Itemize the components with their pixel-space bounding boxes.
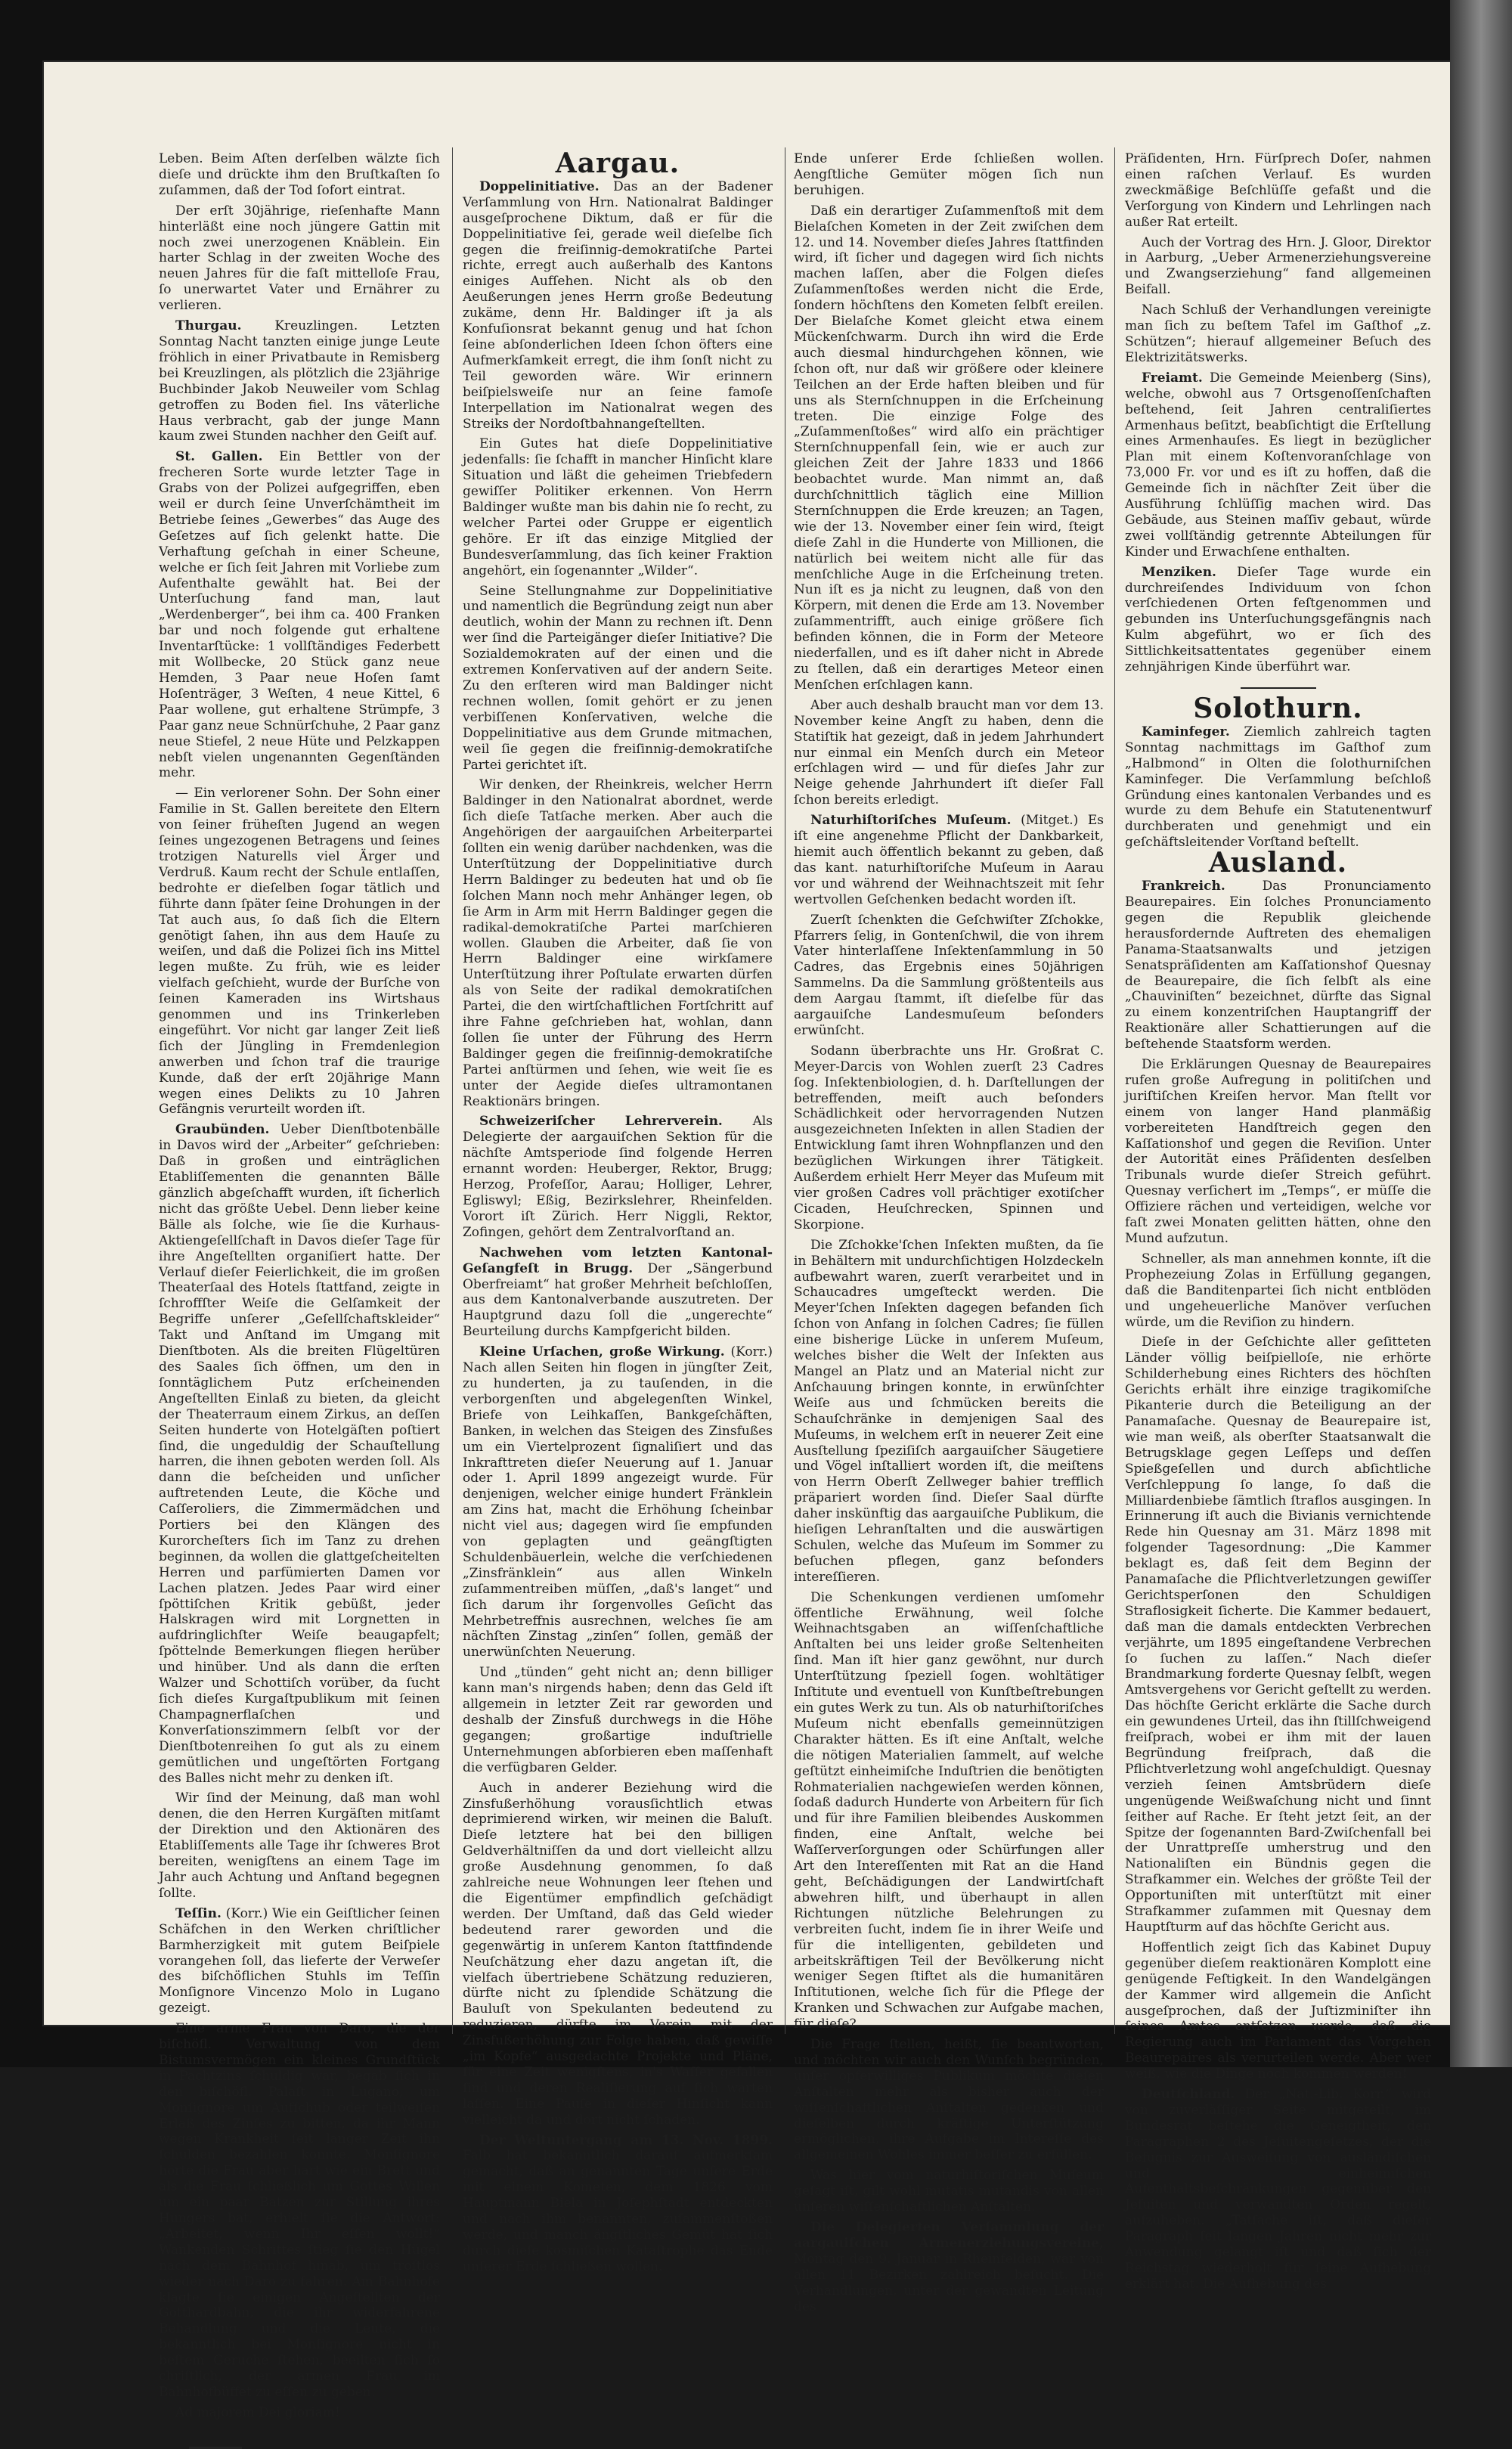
section-title: Ausland.	[1208, 847, 1348, 879]
paragraph: Zuerſt ſchenkten die Geſchwiſter Zſchokke, Pfarrers ſelig, in Gontenſchwil, die von ihrem Vater hinterlaſſene Inſektenſammlung in 50 Cadres, das Ergebnis eines 50jährigen Sammelns. Da die Sammlung größtenteils aus dem Aargau ſtammt, iſt dieſelbe für das aargauiſche Landesmuſeum beſonders erwünſcht.	[794, 912, 1104, 1038]
article	[1125, 565, 1431, 675]
page-edge-shadow	[1450, 0, 1512, 2067]
article-heading: Doppelinitiative.	[479, 178, 600, 194]
article-text: Ziemlich zahlreich tagten Sonntag nachmittags im Gaſthof zum „Halbmond“ in Olten die ſolothurniſchen Kaminfeger. Die Verſammlung beſchloß Gründung eines kantonalen Verbandes und es wurde zu dem Behufe ein Statutenentwurf durchberaten und genehmigt und ein geſchäftsleitender Vorſtand beſtellt.	[1125, 724, 1432, 851]
article-text: Das Pronunciamento Beaurepaires. Ein ſolches Pronunciamento gegen die Republik gleichende herausfordernde Auftreten des ehemaligen Panama-Staatsanwalts und jetzigen Senatspräſidenten am Kaſſationshof Quesnay de Beaurepaire, die ſich ſelbſt als eine „Chauviniſten“ bezeichnet, dürfte das Signal zu einem konzentriſchen Hauptangriff der Reaktionäre aller Schattierungen auf die beſtehende Staatsform werden.	[1125, 879, 1432, 1052]
paragraph: Hoffentlich zeigt ſich das Kabinet Dupuy gegenüber dieſem reaktionären Komplott eine genügende Feſtigkeit. In den Wandelgängen der Kammer wird allgemein die Anſicht ausgeſprochen, daß der Juſtizminiſter ihn ſeines Amtes entſetzen werde, daß die Regierung auch im Parlament das Vorgehen Beaurepaires als verurteilen werde. Aber wer weiß, wie die Dinge noch kommen werden!	[1125, 1939, 1431, 2082]
article-heading: Schweizeriſcher Lehrerverein.	[479, 1114, 723, 1130]
paragraph: Die Erklärungen Quesnay de Beaurepaires rufen große Aufregung in politiſchen und juriſtiſchen Kreiſen hervor. Man ſtellt vor einem von langer Hand planmäßig vorbereiteten Handſtreich gegen den Kaſſationshof und gegen die Reviſion. Unter der Autorität eines Präſidenten desſelben Tribunals wurde dieſer Streich geführt. Quesnay verſichert im „Temps“, er müſſe die Offiziere rächen und verteidigen, welche vor faſt zwei Monaten gelitten hätten, ohne den Mund aufzutun.	[1125, 1057, 1431, 1246]
article-text: (Mitget.) Es iſt eine angenehme Pflicht der Dankbarkeit, hiemit auch öffentlich bekannt zu geben, daß das kant. naturhiſtoriſche Muſeum in Aarau vor und während der Weihnachtszeit mit ſehr wertvollen Geſchenken bedacht worden iſt.	[794, 813, 1104, 907]
paragraph: Die Schenkungen verdienen umſomehr öffentliche Erwähnung, weil ſolche Weihnachtsgaben an wiſſenſchaftliche Anſtalten bei uns leider große Seltenheiten ſind. Man iſt hier ganz gewöhnt, nur durch Unterſtützung ſpeziell ſogen. wohltätiger Inſtitute und eventuell von Kunſtbeſtrebungen ein gutes Werk zu tun. Als ob naturhiſtoriſches Muſeum nicht ebenfalls gemeinnützigen Charakter hätten. Es iſt eine Anſtalt, welche die nötigen Materialien ſammelt, auf welche geſtützt einheimiſche Induſtrien die benötigten Rohmaterialien nachgewieſen werden können, ſodaß dadurch Hunderte von Arbeitern für ſich und für ihre Familien bleibendes Auskommen finden, eine Anſtalt, welche bei Waſſerverſorgungen oder Schürfungen aller Art den Intereſſenten mit Rat an die Hand geht, Beſchädigungen der Landwirtſchaft abwehren hilft, und überhaupt in allen Richtungen nützliche Belehrungen zu verbreiten ſucht, indem ſie in ihrer Weiſe und für die intelligenten, gebildeten und arbeitskräftigen Teil der Bevölkerung nicht weniger Segen ſtiftet als die humanitären Inſtitutionen, welche ſich für die Pflege der Kranken und Schwachen zur Aufgabe machen, für dieſe?	[794, 1589, 1104, 2032]
article-heading: Kleine Urſachen, große Wirkung.	[479, 1344, 725, 1360]
article	[1125, 724, 1431, 851]
paragraph: Sodann überbrachte uns Hr. Großrat C. Meyer-Darcis von Wohlen zuerſt 23 Cadres ſog. Inſektenbiologien, d. h. Darſtellungen der betreffenden, meiſt auch beſonders Schädlichkeit oder hervorragenden Nutzen ausgezeichneten Inſekten in allen Stadien der Entwicklung ſamt ihren Wohnpflanzen und den bezüglichen Wirkungen ihrer Tätigkeit. Außerdem erhielt Herr Meyer das Muſeum mit vier großen Cadres voll prächtiger exotiſcher Cicaden, Heuſchrecken, Spinnen und Skorpione.	[794, 1043, 1104, 1232]
article	[1125, 879, 1431, 1052]
article-text: Montag den 9. Januar in Rheinfelden, war von allen 11 Bezirken zahlreich beſucht. Die Verhandlungen, unter der gewandten Leitung des	[794, 2251, 1104, 2314]
article	[463, 1114, 773, 1240]
paragraph: Eine arme Frau von Daro, die der biſchöfl. Verwaltung von dem Bistumsvermögen ein kleines Grundſtück in Pachtzins ſchuldig war, begab ſich in den biſchöfl. Palaſt in Lugano, um Monſignore um Aufſchub oder teilweiſen Erlaß des Zinſes zu bitten, da ihr Mann wegen Krankheit ſeit langer Zeit ihn ſchulden bezahlen konnte. Monſignore hörte die Frau aber hart wie ein Brett und als die Frau ſchließlich um Gottes Willen um ein paar Batzen zur Stillung ihres Hungers bat, erhielt ſie die Antwort: „Arbeitet, wenn Ihr eſſen wollt!“ Wankenden Schrittes ſtieg ſie den Hügel nach dem Bahnhof hinab, um troſtlos wieder nach Daro zu fahren. Am Bahnhofe klagte ſie einigen Angeſtellten der Gotthardbahn, die ihr widerfahrene Behandlung und die Leute, die bekanntlich bei Monſignore nicht in beſtem Geruche ſtehen, beeilten ſich ſo chriſtlich, der armen Frau im Bahnhofbüffet zu eſſen zu geben.	[159, 2021, 440, 2400]
section-divider	[1241, 687, 1316, 689]
paragraph: — Ein verlorener Sohn. Der Sohn einer Familie in St. Gallen bereitete den Eltern von ſeiner früheſten Jugend an wegen ſeines ungezogenen Betragens und ſeines trotzigen Naturells viel Ärger und Verdruß. Kaum recht der Schule entlaſſen, bedrohte er dieſelben ſogar tätlich und führte dann ſpäter ſeine Drohungen in der Tat auch aus, ſo daß ſich die Eltern genötigt ſahen, ihn aus dem Hauſe zu weiſen, und daß die Polizei ſich ins Mittel legen mußte. Zu früh, wie es leider vielfach geſchieht, wurde der Burſche von ſeinen Kameraden ins Wirtshaus genommen und ins Trinkerleben eingeführt. Vor nicht gar langer Zeit ließ ſich der Jüngling in Fremdenlegion anwerben und ſchon traf die traurige Kunde, daß der erſt 20jährige Mann wegen eines Delikts zu 10 Jahren Gefängnis verurteilt worden iſt.	[159, 786, 440, 1118]
article	[463, 1245, 773, 1340]
separator-dash	[189, 2447, 242, 2449]
article	[463, 2133, 773, 2275]
column-1	[159, 151, 440, 2420]
paragraph: Präſidenten, Hrn. Fürſprech Doſer, nahmen einen raſchen Verlauf. Es wurden zweckmäßige Beſchlüſſe gefaßt und die Verſorgung von Kindern und Lehrlingen nach außer Rat erteilt.	[1125, 151, 1431, 230]
article	[794, 813, 1104, 907]
paragraph: Auch in anderer Beziehung wird die Zinsfußerhöhung vorausſichtlich etwas deprimierend wirken, wir meinen die Baluſt. Dieſe letztere hat bei den billigen Geldverhältniſſen da und dort vielleicht allzu große Ausdehnung genommen, ſo daß zahlreiche neue Wohnungen leer ſtehen und die Eigentümer empfindlich geſchädigt werden. Der Umſtand, daß das Geld wieder bedeutend rarer geworden und die gegenwärtig in unſerem Kanton ſtattfindende Neuſchätzung eher dazu angetan iſt, die vielfach übertriebene Schätzung reduzieren, dürfte nicht zu ſplendide Schätzung die Bauluſt von Spekulanten bedeutend zu reduzieren, dürfte im Verein mit der Zinsfußerhöhung zur Folge haben, daß gewiſſe „im Kopfe“ ausgedachte Projekte und Pläne, für eine Zeit wenigſtens, in's Waſſer gefallen ſind und deren Realiſierung auf ſich warten laſſen. Eine Pauſe in dieſer Hinſicht kann vielleicht da und dort nicht ſchaden.	[463, 1780, 773, 2128]
article-text: Dieſer Tage wurde ein durchreiſendes Individuum von ſchon verſchiedenen Orten feſtgenommen und gebunden ins Unterſuchungsgefängnis nach Kulm abgeführt, wo er ſich des Sittlichkeitsattentates gegenüber einem zehnjährigen Kinde überführt war.	[1125, 564, 1431, 675]
article-text: Die Gemeinde Meienberg (Sins), welche, obwohl aus 7 Ortsgenoſſenſchaften beſtehend, ſeit Jahren centraliſiertes Armenhaus beſitzt, beabſichtigt die Erſtellung eines Armenhauſes. Es liegt in bezüglicher Plan mit einem Koſtenvoranſchlage von 73,000 Fr. vor und es iſt zu hoffen, daß die Gemeinde ſich in nächſter Zeit über die Ausführung ſchlüſſig machen wird. Das Gebäude, aus Steinen maſſiv gebaut, würde zwei vollſtändig getrennte Abteilungen für Kinder und Erwachſene enthalten.	[1125, 370, 1432, 560]
paragraph: Was hier vom naturhiſtoriſchen Muſeum geſagt iſt, gilt wohl mutatis mutandis von allen unſeren wiſſenſchaftlichen Anſtalten.	[794, 2168, 1104, 2215]
article-text: Falb hat bekanntlich darauf aufmerkſam gemacht, daß an genannten Tage unſere Erde mit einem Kometen, dem 1826 vom Hauptmann Biela in Joſephſtadt entdeckten und nach ihm benannten, zuſammenſtoßen werde, und manch ängſtliches Gemüt hat ſich durch dieſe kosmiſchen Kataſtrophe das Ende unſerer Erde ſchließen wollen.	[463, 2148, 773, 2274]
column-4	[1125, 151, 1432, 2292]
article-heading: Teſſin.	[175, 1905, 222, 1921]
paragraph: Ende unſerer Erde ſchließen wollen. Aengſtliche Gemüter mögen ſich nun beruhigen.	[794, 151, 1104, 198]
article-text: Der „Sängerbund Oberfreiamt“ hat großer Mehrheit beſchloſſen, aus dem Kantonalverbande auszutreten. Der Hauptgrund dazu ſoll die „ungerechte“ Beurteilung durchs Kampfgericht bilden.	[463, 1260, 773, 1340]
column-rule	[452, 147, 453, 2034]
article	[159, 318, 440, 445]
section-title: Solothurn.	[1193, 693, 1363, 724]
article-heading: Die Delegierten Verſammlung der aargauiſchen Armenerziehungsvereine,	[794, 2220, 1104, 2251]
article	[463, 179, 773, 432]
article	[1125, 370, 1431, 560]
article-heading: Der Weltuntergang am 13. Nov. 1899.	[479, 2132, 773, 2148]
paragraph: Auch der Vortrag des Hrn. J. Gloor, Direktor in Aarburg, „Ueber Armenerziehungsvereine und Zwangserziehung“ fand allgemeinen Beifall.	[1125, 234, 1431, 298]
paragraph: Und „tünden“ geht nicht an; denn billiger kann man's nirgends haben; denn das Geld iſt allgemein in letzter Zeit rar geworden und deshalb der Zinsfuß durchwegs in die Höhe gegangen; großartige induſtrielle Unternehmungen abſorbieren eben maſſenhaft die verfügbaren Gelder.	[463, 1665, 773, 1775]
article-heading: Thurgau.	[175, 318, 242, 334]
article-heading: Menziken.	[1142, 564, 1216, 580]
article	[159, 1906, 440, 2017]
article-text: Der „Nat.-Lib. Korr.“ wird von zuverläſſiger Seite mitgeteilt, im Bundesrat beſtehe die Geneigtheit, den Paragraphen 2 des Jeſuitengeſetzes, der die Befugnis zur Ausweiſung von ausländiſchen und einheimiſchen Aufenthaltsbeſchränkungen gegenüber den Jeſuiten und verwandten Orden regelt, aufzuheben. „Tatſache iſt, daß dieſer Paragraph ſeit langen Jahren nicht mehr zur Anwendung gelangt iſt und daß ſich der Reichstag wiederholt für ſeine Aufhebung erklärt hat. Die Aufhebung des	[1125, 2087, 1431, 2292]
article-heading: Deutſchland.	[1142, 2087, 1235, 2103]
article-text: (Korr.) Wie ein Geiſtlicher ſeinen Schäfchen in den Werken chriſtlicher Barmherzigkeit mit gutem Beiſpiele vorangehen ſoll, das lieferte der Verweſer des biſchöflichen Stuhls im Teſſin Monſignore Vincenzo Molo in Lugano gezeigt.	[159, 1905, 440, 2017]
article-heading: Frankreich.	[1142, 879, 1225, 894]
paragraph: Seine Stellungnahme zur Doppelinitiative und namentlich die Begründung zeigt nun aber deutlich, wohin der Mann zu rechnen iſt. Denn wer ſind die Parteigänger dieſer Initiative? Die Sozialdemokraten auf der einen und die extremen Konſervativen auf der andern Seite. Zu den erſteren wird man Baldinger nicht rechnen wollen, ſomit gehört er zu jenen verbiſſenen Konſervativen, welche die Doppelinitiative aus dem Grunde mitmachen, weil ſie gegen die freiſinnig-demokratiſche Partei gerichtet iſt.	[463, 583, 773, 773]
article-heading: Freiamt.	[1142, 370, 1203, 386]
column-3	[794, 151, 1104, 2314]
paragraph: Die Zſchokke'ſchen Inſekten mußten, da ſie in Behältern mit undurchſichtigen Holzdeckeln aufbewahrt waren, zuerſt verarbeitet und in Schaucadres umgeſteckt werden. Die Meyer'ſchen Inſekten dagegen befanden ſich ſchon von Anfang in ſolchen Cadres; ſie füllen eine bisherige Lücke in unſerem Muſeum, welches bisher die Welt der Inſekten aus Mangel an Platz und an Material nicht zur Anſchauung bringen konnte, in erwünſchter Weiſe aus und ſchmücken bereits die Schauſchränke in demjenigen Saal des Muſeums, in welchem erſt in neuerer Zeit eine Ausſtellung ſpeziſiſch aargauiſcher Säugetiere und Vögel inſtalliert worden iſt, die meiſtens von Herrn Oberſt Zellweger bahier trefflich präpariert worden ſind. Dieſer Saal dürfte daher inskünftig das aargauiſche Publikum, die hieſigen Lehranſtalten und die auswärtigen Schulen, welche das Muſeum im Sommer zu beſuchen pflegen, ganz beſonders intereſſieren.	[794, 1237, 1104, 1585]
column-2	[463, 147, 773, 2274]
article	[159, 449, 440, 781]
article	[463, 1344, 773, 1660]
paragraph: Dieſe in der Geſchichte aller geſitteten Länder völlig beiſpielloſe, nie erhörte Schilderhebung eines Richters des höchſten Gerichts erhält ihre einzige tragikomiſche Pikanterie durch die Beteiligung an der Panamaſache. Quesnay de Beaurepaire ist, wie man weiß, als oberſter Staatsanwalt die Betrugsklage gegen Leſſeps und deſſen Spießgeſellen und durch abſichtliche Verſchleppung ſo lange, ſo daß die Milliardenbiebe ſämtlich ſtraflos ausgingen. In Erinnerung iſt auch die Bivianis vernichtende Rede hin Quesnay am 31. März 1898 mit folgender Tagesordnung: „Die Kammer beklagt es, daß ſeit dem Beginn der Panamaſache die Pflichtverletzungen gewiſſer Gerichtsperſonen den Schuldigen Straflosigkeit ſicherte. Die Kammer bedauert, daß man die damals entdeckten Verbrechen verjährte, um 1895 eingeſtandene Verbrechen ſo ſuchen zu laſſen.“ Nach dieſer Brandmarkung forderte Quesnay ſelbſt, wegen Amtsvergehens vor Gericht geſtellt zu werden. Das höchſte Gericht erklärte die Sache durch ein gewundenes Urteil, das ihn ſtillſchweigend freiſprach, wobei er ihm mit der lauen Begründung freiſprach, daß die Pflichtverletzung wohl angeſchuldigt. Quesnay verzieh ſeinen Amtsbrüdern dieſe ungenügende Weißwaſchung nicht und ſinnt ſeither auf Rache. Er ſteht jetzt ſeit, an der Spitze der ſogenannten Bard-Zwiſchenfall bei der Unrattpreſſe umherstrug und den Nationaliſten ein Bündnis gegen die Strafkammer ein. Welches der größte Teil der Opportuniſten mit unterſtützt mit einer Strafkammer zuſammen mit Quesnay dem Hauptſturm auf das höchſte Gericht aus.	[1125, 1335, 1431, 1935]
article	[794, 2220, 1104, 2314]
paragraph: Ein Gutes hat dieſe Doppelinitiative jedenfalls: ſie ſchafft in mancher Hinſicht klare Situation und läßt die geheimen Triebfedern gewiſſer Politiker erkennen. Von Herrn Baldinger wußte man bis dahin nie ſo recht, zu welcher Partei oder Gruppe er eigentlich gehöre. Er iſt das einzige Mitglied der Bundesverſammlung, das ſich keiner Fraktion angehört, ein ſogenannter „Wilder“.	[463, 436, 773, 578]
paragraph: Leben. Beim Aſten derſelben wälzte ſich dieſe und drückte ihm den Bruſtkaſten ſo zuſammen, daß der Tod ſofort eintrat.	[159, 151, 440, 198]
column-rule	[1114, 147, 1115, 2034]
article-text: Ueber Dienſtbotenbälle in Davos wird der „Arbeiter“ geſchrieben: Daß in großen und einträglichen Etabliſſementen die genannten Bälle gänzlich abgeſchafft wurden, iſt ſicherlich nicht das größte Uebel. Denn lieber keine Bälle als ſolche, wie ſie die Kurhaus-Aktiengeſellſchaft in Davos dieſer Tage für ihre Angeſtellten organiſiert hatte. Der Verlauf dieſer Feierlichkeit, die im großen Theaterſaal des Hotels ſtattfand, zeigte in ſchroffſter Weiſe die Gelſamkeit der Begriffe unſerer „Geſellſchaftskleider“ Takt und Anſtand im Umgang mit Dienſtboten. Als die breiten Flügeltüren des Saales ſich öffnen, um den in ſonntäglichem Putz erſcheinenden Angeſtellten Einlaß zu bieten, da gleicht der Theaterraum einem Zirkus, an deſſen Seiten hunderte von Hotelgäſten poſtiert ſind, die ungeduldig der Schauſtellung harren, die ihnen geboten werden ſoll. Als dann die beſcheiden und unſicher auftretenden Leute, die Köche und Caſſeroliers, die Zimmermädchen und Portiers bei den Klängen des Kurorcheſters ſich im Tanz zu drehen beginnen, da wollen die glattgeſcheitelten Herren und parfümierten Damen vor Lachen platzen. Jedes Paar wird einer ſpöttiſchen Kritik gebüßt, jeder Halskragen wird mit Lorgnetten in aufdringlichſter Weiſe beaugapfelt; ſpöttelnde Bemerkungen fliegen herüber und hinüber. Und als dann die erſten Walzer und Schottiſch vorüber, da ſucht ſich dieſes Kurgaſtpublikum mit ſeinen Champagnerflaſchen und Konverſationszimmern ſelbſt vor der Dienſtbotenreihen ſo gut als zu einem gemütlichen und ungeſtörten Fortgang des Balles nicht mehr zu denken iſt.	[159, 1122, 440, 1786]
paragraph: Daß ein derartiger Zuſammenſtoß mit dem Bielaſchen Kometen in der Zeit zwiſchen dem 12. und 14. November dieſes Jahres ſtattfinden wird, iſt ſicher und dagegen wird ſich nichts machen laſſen, aber die Folgen dieſes Zuſammenſtoßes werden nicht die Erde, ſondern höchſtens den Kometen ſelbſt ereilen. Der Bielaſche Komet gleicht etwa einem Mückenſchwarm. Durch ihn wird die Erde auch diesmal hindurchgehen können, wie ſchon oft, nur daß wir größere oder kleinere Teilchen an der Erde haften bleiben und für uns als Sternſchnuppen in die Erſcheinung treten. Die einzige Folge des „Zuſammenſtoßes“ wird alſo ein prächtiger Sternſchnuppenfall ſein, wie er auch zur gleichen Zeit der Jahre 1833 und 1866 beobachtet wurde. Man nimmt an, daß durchſchnittlich täglich eine Million Sternſchnuppen die Erde kreuzen; an Tagen, wie der 13. November einer ſein wird, ſteigt dieſe Zahl in die Hunderte von Millionen, die natürlich bei weitem nicht alle für das menſchliche Auge in die Erſcheinung treten. Nun iſt es ja nicht zu leugnen, daß von den Körpern, mit denen die Erde am 13. November zuſammentrifft, auch einige größere ſich befinden können, die in Form der Meteore niederfallen, und es iſt daher nicht in Abrede zu ſtellen, daß ein derartiges Meteor einen Menſchen erſchlagen kann.	[794, 203, 1104, 693]
section-title: Aargau.	[555, 147, 680, 179]
article-text: Als Delegierte der aargauiſchen Sektion für die nächſte Amtsperiode ſind folgende Herren ernannt worden: Heuberger, Rektor, Brugg; Herzog, Profeſſor, Aarau; Holliger, Lehrer, Egliswyl; Eßig, Bezirkslehrer, Rheinfelden. Vorort iſt Zürich. Herr Niggli, Rektor, Zofingen, gehört dem Zentralvorſtand an.	[463, 1114, 773, 1240]
paragraph: Wir ſind der Meinung, daß man wohl denen, die den Herren Kurgäſten mitſamt der Direktion und den Aktionären des Etabliſſements alle Tage ihr ſchweres Brot bereiten, wenigſtens an einem Tage im Jahr auch Achtung und Anſtand begegnen ſollte.	[159, 1790, 440, 1901]
article-heading: Graubünden.	[175, 1122, 270, 1138]
article-heading: St. Gallen.	[175, 449, 263, 465]
paragraph: Schneller, als man annehmen konnte, iſt die Prophezeiung Zolas in Erfüllung gegangen, daß die Banditenpartei ſich nicht entblöden und ungeheuerliche Manöver verſuchen würde, um die Reviſion zu hindern.	[1125, 1251, 1431, 1330]
article-text: (Korr.) Nach allen Seiten hin flogen in jüngſter Zeit, zu hunderten, ja zu tauſenden, in die verborgenſten und abgelegenſten Winkel, Briefe von Leihkaſſen, Bankgeſchäften, Banken, in welchen das Steigen des Zinsfußes um ein Viertelprozent ſignaliſiert und das Inkrafttreten dieſer Neuerung auf 1. Januar oder 1. April 1899 angezeigt wurde. Für denjenigen, welcher einige hundert Fränklein am Zins hat, macht die Erhöhung ſcheinbar nicht viel aus; dagegen wird ſie empfunden von geplagten und geängſtigten Schuldenbäuerlein, welche die verſchiedenen „Zinsfränklein“ aus allen Winkeln zuſammentreiben müſſen, „daß's langet“ und ſich darum ihr ſorgenvolles Geſicht das Mehrbetreffnis ausrechnen, welches ſie am nächſten Zinstag „zinſen“ ſollen, gemäß der unerwünſchten Neuerung.	[463, 1344, 773, 1660]
paragraph: Wir denken, der Rheinkreis, welcher Herrn Baldinger in den Nationalrat abordnet, werde ſich dieſe Tatſache merken. Aber auch die Angehörigen der aargauiſchen Arbeiterpartei ſollten ein wenig darüber nachdenken, was die Unterſtützung der Doppelinitiative durch Herrn Baldinger zu bedeuten hat und ob ſie ſolchen Mann noch mehr Anhänger legen, ob ſie Arm in Arm mit Herrn Baldinger gegen die radikal-demokratiſche Partei marſchieren wollen. Glauben die Arbeiter, daß ſie von Herrn Baldinger eine wirkſamere Unterſtützung ihrer Poſtulate erwarten dürfen als von Seite der radikal demokratiſchen Partei, die den wirtſchaftlichen Fortſchritt auf ihre Fahne geſchrieben hat, wohlan, dann ſollen ſie unter der Führung des Herrn Baldinger gegen die freiſinnig-demokratiſche Partei anſtürmen und ſehen, wie weit ſie es unter der Aegide dieſes ultramontanen Reaktionärs bringen.	[463, 777, 773, 1109]
paragraph: Aber auch deshalb braucht man vor dem 13. November keine Angſt zu haben, denn die Statiſtik hat gezeigt, daß in jedem Jahrhundert nur einmal ein Menſch durch ein Meteor erſchlagen wird — und für dieſes Jahr zur Neige gehende Jahrhundert iſt dieſer Fall ſchon bereits erledigt.	[794, 697, 1104, 808]
paragraph: Die Frage ſtellen, heißt, ſie beantworten, und möchten wir auch den Wunſch begründen, unſer opferwilliges Publikum möchte dieſen Anſtalten mehr als bisher auch der wiſſenſchaftlichen Anſtalten gedenken und dieſelben durch kräftige Unterſtützung ermöglichen, ihre Aufgabe im Intereſſe des allgemeinen Wohles immer beſſer zu erfüllen.	[794, 2037, 1104, 2163]
paragraph: Der erſt 30jährige, rieſenhafte Mann hinterläßt eine noch jüngere Gattin mit noch zwei unerzogenen Knäblein. Ein harter Schlag in der zweiten Woche des neuen Jahres für die faſt mittelloſe Frau, ſo unerwartet Vater und Ernährer zu verlieren.	[159, 203, 440, 314]
article-text: Das an der Badener Verſammlung von Hrn. Nationalrat Baldinger ausgeſprochene Diktum, daß er für die Doppelinitiative ſei, gerade weil dieſelbe ſich gegen die freiſinnig-demokratiſche Partei richte, erregt auch außerhalb des Kantons einiges Aufſehen. Nicht als ob den Aeußerungen jenes Herrn große Bedeutung zukäme, denn Hr. Baldinger iſt ja als Konfuſionsrat bekannt genug und hat ſchon ſeine abſonderlichen Ideen ſchon öfters eine Aufmerkſamkeit erregt, die ihm ſonſt nicht zu Teil geworden wäre. Wir erinnern beiſpielsweiſe nur an ſeine famoſe Interpellation im Nationalrat wegen des Streiks der Nordoſtbahnangeſtellten.	[463, 178, 773, 432]
article-heading: Nachwehen vom letzten Kantonal-Geſangfeſt in Brugg.	[463, 1245, 773, 1276]
article	[159, 1122, 440, 1786]
article-heading: Kaminfeger.	[1142, 724, 1230, 739]
article-heading: Naturhiſtoriſches Muſeum.	[810, 813, 1012, 829]
paragraph: Nach Schluß der Verhandlungen vereinigte man ſich zu beſtem Tafel im Gaſthof „z. Schützen“; hierauf allgemeiner Beſuch des Elektrizitätswerks.	[1125, 302, 1431, 365]
closing-line: Ad majorem Dei gloriam!	[175, 2404, 340, 2420]
article-text: Ein Bettler von der frecheren Sorte wurde letzter Tage in Grabs von der Polizei aufgegriffen, eben weil er durch ſeine Unverſchämtheit im Betriebe ſeines „Gewerbes“ das Auge des Geſetzes auf ſich gelenkt hatte. Die Verhaftung geſchah in einer Scheune, welche er ſich ſeit Jahren mit Vorliebe zum Aufenthalte gewählt hat. Bei der Unterſuchung fand man, laut „Werdenberger“, bei ihm ca. 400 Franken bar und noch folgende gut erhaltene Inventarſtücke: 1 vollſtändiges Federbett mit Wollbecke, 20 Stück ganz neue Hemden, 3 Paar neue Hoſen ſamt Hoſenträger, 3 Weſten, 4 neue Kittel, 6 Paar wollene, gut erhaltene Strümpfe, 3 Paar ganz neue Schnürſchuhe, 2 Paar ganz neue Stiefel, 2 neue Hüte und Pelzkappen nebſt vielen ungenannten Gegenſtänden mehr.	[159, 449, 440, 781]
article-text: Kreuzlingen. Letzten Sonntag Nacht tanzten einige junge Leute fröhlich in einer Privatbaute in Remisberg bei Kreuzlingen, als plötzlich die 23jährige Buchbinder Jakob Neuweiler vom Schlag getroffen zu Boden fiel. Ins väterliche Haus verbracht, gab der junge Mann kaum zwei Stunden nachher den Geiſt auf.	[159, 318, 440, 445]
article	[1125, 2087, 1431, 2292]
